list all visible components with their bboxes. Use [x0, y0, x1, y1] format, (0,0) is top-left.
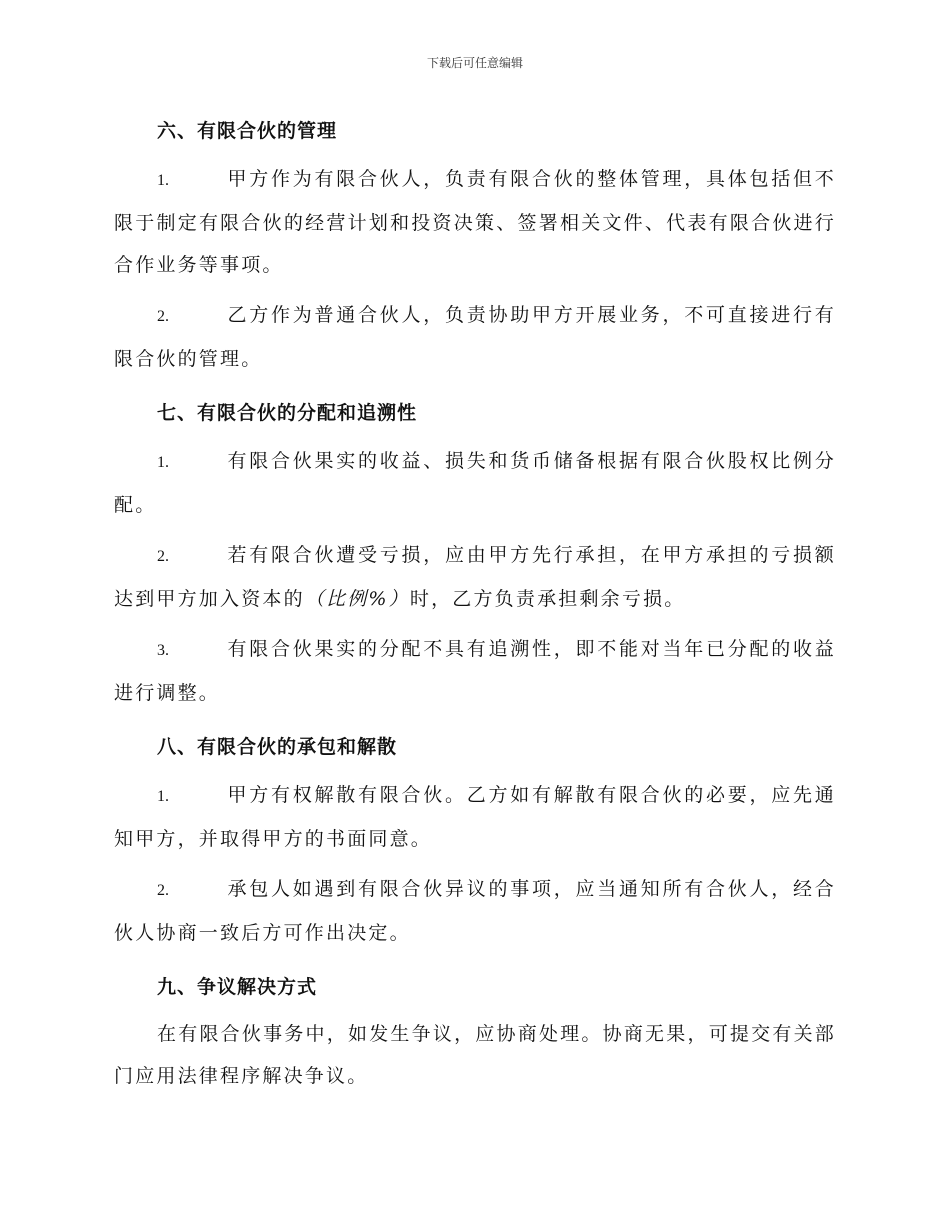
section-title-8: 八、有限合伙的承包和解散 [157, 736, 398, 758]
clause-number: 2. [157, 308, 169, 325]
section-title-7: 七、有限合伙的分配和追溯性 [157, 402, 418, 424]
clause-number: 1. [157, 788, 169, 805]
dispute-paragraph: 在有限合伙事务中，如发生争议，应协商处理。协商无果，可提交有关部门应用法律程序解决争议。 [114, 1023, 836, 1087]
clause-7-3 [114, 628, 836, 714]
clause-text: 甲方有权解散有限合伙。乙方如有解散有限合伙的必要，应先通知甲方，并取得甲方的书面同意。 [114, 784, 836, 850]
clause-number: 1. [157, 454, 169, 471]
clause-number: 3. [157, 642, 169, 659]
clause-text: 甲方作为有限合伙人，负责有限合伙的整体管理，具体包括但不限于制定有限合伙的经营计划和投资决策、签署相关文件、代表有限合伙进行合作业务等事项。 [114, 168, 836, 276]
clause-number: 2. [157, 548, 169, 565]
clause-text: 若有限合伙遭受亏损，应由甲方先行承担，在甲方承担的亏损额达到甲方加入资本的 [114, 544, 836, 610]
clause-number: 1. [157, 172, 169, 189]
clause-text: 有限合伙果实的收益、损失和货币储备根据有限合伙股权比例分配。 [114, 450, 836, 516]
clause-text-italic: （比例%） [304, 588, 410, 610]
clause-7-1 [114, 440, 836, 526]
clause-text: 有限合伙果实的分配不具有追溯性，即不能对当年已分配的收益进行调整。 [114, 638, 836, 704]
clause-7-2 [114, 534, 836, 620]
clause-6-1 [114, 158, 836, 286]
clause-text: 乙方作为普通合伙人，负责协助甲方开展业务，不可直接进行有限合伙的管理。 [114, 304, 836, 370]
clause-number: 2. [157, 882, 169, 899]
clause-text: 时，乙方负责承担剩余亏损。 [409, 588, 686, 610]
section-title-9: 九、争议解决方式 [157, 976, 318, 998]
clause-8-2 [114, 868, 836, 954]
clause-text: 承包人如遇到有限合伙异议的事项，应当通知所有合伙人，经合伙人协商一致后方可作出决定。 [114, 878, 836, 944]
clause-8-1 [114, 774, 836, 860]
section-title-6: 六、有限合伙的管理 [157, 120, 338, 142]
page-header: 下载后可任意编辑 [426, 56, 523, 70]
clause-6-2 [114, 294, 836, 380]
